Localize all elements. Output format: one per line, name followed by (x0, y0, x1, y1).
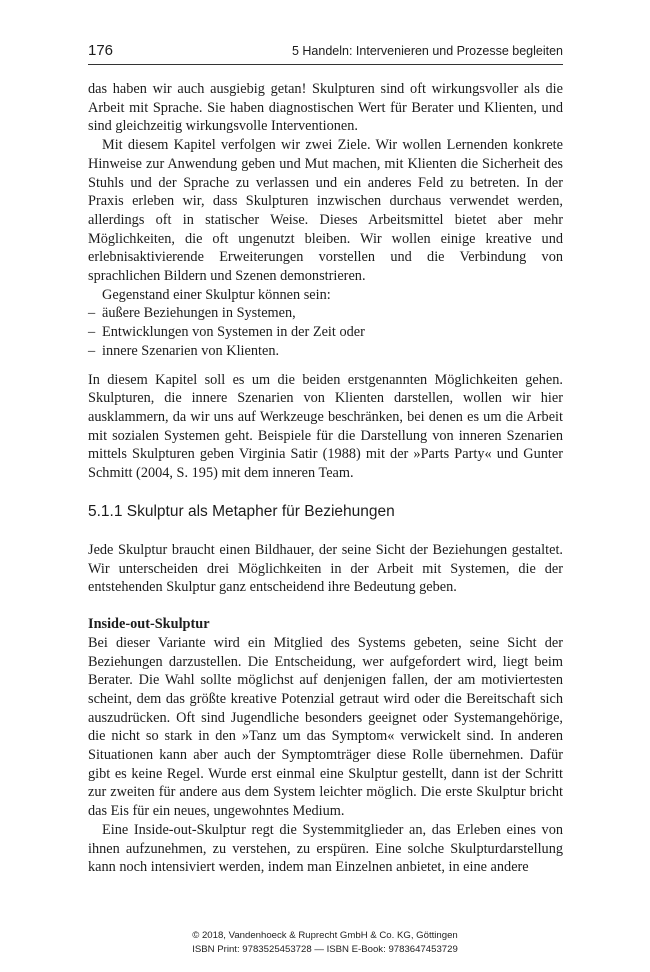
intro-paragraph-4: In diesem Kapitel soll es um die beiden erstgenannten Möglichkeiten gehen. Skulpturen, die innere Szenarien von Klienten darstellen, wollen wir hier ausklammern, da wir uns auf Werkzeuge beschränken, bei denen es um die Arbeit mit sozialen Systemen geht. Beispiele für die Darstellung von inneren Szenarien mittels Skulpturen geben Virginia Satir (1988) mit der »Parts Party« und Gunter Schmitt (2004, S. 195) mit dem inneren Team. (88, 371, 563, 482)
topic-list (88, 304, 563, 360)
intro-paragraph-2: Mit diesem Kapitel verfolgen wir zwei Ziele. Wir wollen Lernenden konkrete Hinweise zur Anwendung geben und Mut machen, mit Klienten die Sicherheit des Stuhls und der Sprache zu verlassen und ein anderes Feld zu betreten. In der Praxis erleben wir, dass Skulpturen inzwischen durchaus verwendet werden, allerdings oft in statischer Weise. Dieses Arbeitsmittel bietet aber mehr Möglichkeiten, die oft ungenutzt bleiben. Wir wollen einige kreative und erlebnisaktivierende Erweiterungen vorstellen und die Verbindung von sprachlichen Bildern und Szenen demonstrieren. (88, 137, 563, 285)
list-item: – innere Szenarien von Klienten. (88, 342, 280, 359)
list-item: – Entwicklungen von Systemen in der Zeit oder (88, 324, 365, 341)
isbn-line: ISBN Print: 9783525453728 — ISBN E-Book: 9783647453729 (192, 944, 458, 955)
list-dash: – (88, 342, 96, 359)
copyright-line: © 2018, Vandenhoeck & Ruprecht GmbH & Co. KG, Göttingen (192, 930, 458, 941)
intro-text (88, 80, 563, 483)
page-number: 176 (88, 42, 114, 59)
list-dash: – (88, 305, 96, 322)
list-dash: – (88, 324, 96, 341)
section-paragraph-2: Bei dieser Variante wird ein Mitglied des Systems gebeten, seine Sicht der Beziehungen darzustellen. Die Entscheidung, wer aufgefordert wird, liegt beim Berater. Die Wahl sollte möglichst auf denjenigen fallen, der am motiviertesten scheint, dem das größte kreative Potenzial getraut wird oder die Bereitschaft sich auszudrücken. Oft sind Jugendliche besonders geeignet oder Systemangehörige, die nicht so stark in den »Tanz um das Symptom« verwickelt sind. In anderen Situationen kann aber auch der Symptomträger diese Rolle übernehmen. Dafür gibt es keine Regel. Wurde erst einmal eine Skulptur gestellt, dann ist der Schritt zur zweiten für andere aus dem System leichter möglich. Die erste Skulptur bricht das Eis für ein neues, ungewohntes Medium. (88, 634, 563, 820)
subheading: Inside-out-Skulptur (88, 616, 210, 633)
section-paragraph-3: Eine Inside-out-Skulptur regt die Systemmitglieder an, das Erleben eines von ihnen aufzunehmen, zu verstehen, zu erspüren. Eine solche Skulpturdarstellung kann noch intensiviert werden, indem man Einzelnen anbietet, in eine andere (88, 821, 563, 876)
intro-paragraph-3: Gegenstand einer Skulptur können sein: (102, 286, 331, 303)
running-head: 5 Handeln: Intervenieren und Prozesse begleiten (291, 44, 563, 58)
page-header (88, 40, 563, 65)
intro-paragraph-1: das haben wir auch ausgiebig getan! Skulpturen sind oft wirkungsvoller als die Arbeit mit Sprache. Sie haben diagnostischen Wert für Berater und Klienten, und sind gleichzeitig wirkungsvolle Interventionen. (88, 81, 563, 135)
section-text (88, 541, 563, 877)
section-paragraph-1: Jede Skulptur braucht einen Bildhauer, der seine Sicht der Beziehungen gestaltet. Wir unterscheiden drei Möglichkeiten in der Arbeit mit Systemen, die der entstehenden Skulptur ganz entscheidend ihre Bedeutung geben. (88, 542, 563, 596)
list-item: – äußere Beziehungen in Systemen, (88, 305, 296, 322)
section-heading: 5.1.1 Skulptur als Metapher für Beziehungen (88, 503, 395, 520)
